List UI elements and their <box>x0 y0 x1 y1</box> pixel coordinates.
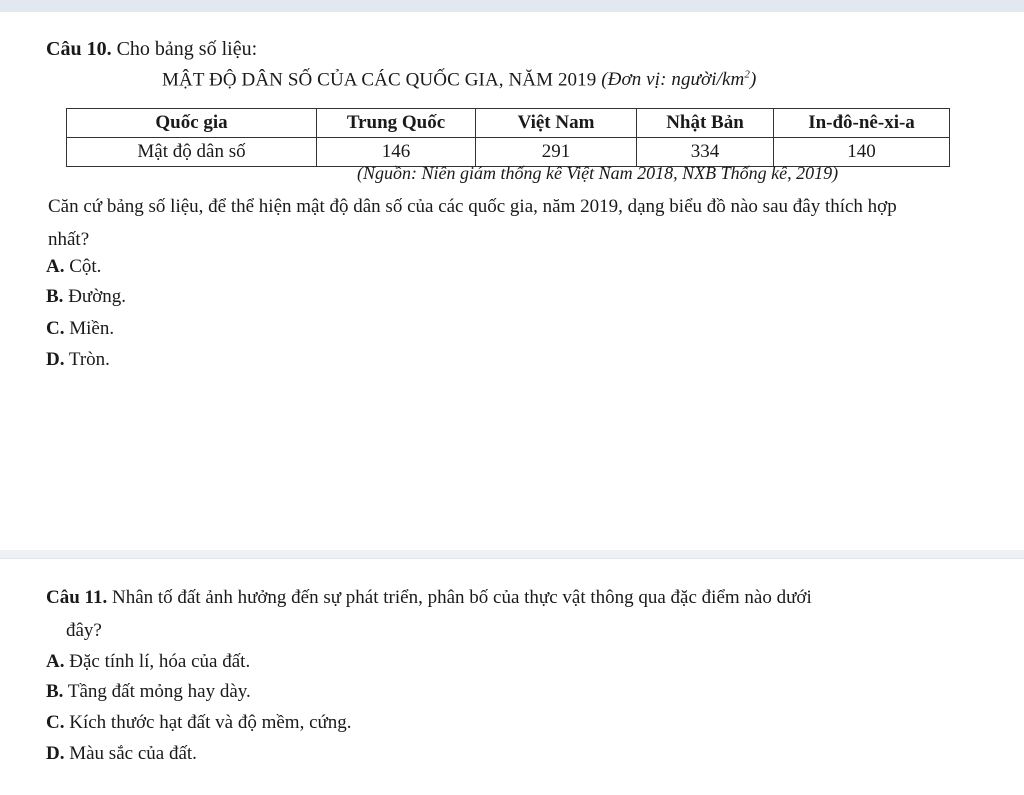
option-c[interactable] <box>46 318 114 340</box>
option-letter: A. <box>46 651 65 672</box>
question-10-intro: Cho bảng số liệu: <box>116 38 258 60</box>
option-text: Kích thước hạt đất và độ mềm, cứng. <box>69 712 352 733</box>
question-10-text: Căn cứ bảng số liệu, để thể hiện mật độ dân số của các quốc gia, năm 2019, dạng biểu đồ nào sau đây thích hợp nhất? <box>48 196 897 250</box>
blank-area <box>0 400 1024 550</box>
option-text: Tròn. <box>68 349 110 370</box>
top-strip <box>0 0 1024 12</box>
question-11-label: Câu 11. <box>46 587 108 608</box>
table-cell: 334 <box>637 138 774 167</box>
table-row-label: Mật độ dân số <box>67 138 317 167</box>
table-title-text: MẬT ĐỘ DÂN SỐ CỦA CÁC QUỐC GIA, NĂM 2019 <box>162 69 597 91</box>
table-header-cell: In-đô-nê-xi-a <box>774 109 950 138</box>
option-letter: A. <box>46 256 65 277</box>
table-header-cell: Việt Nam <box>476 109 637 138</box>
option-text: Miền. <box>69 318 115 339</box>
option-letter: C. <box>46 318 65 339</box>
question-11-text: Câu 11. Nhân tố đất ảnh hưởng đến sự phát triển, phân bố của thực vật thông qua đặc điểm nào dưới đây? <box>46 587 812 641</box>
option-text: Tầng đất mỏng hay dày. <box>67 681 251 702</box>
table-header-cell: Trung Quốc <box>317 109 476 138</box>
table-header-cell: Nhật Bản <box>637 109 774 138</box>
table-cell: 146 <box>317 138 476 167</box>
table-source: (Nguồn: Niên giám thống kê Việt Nam 2018, NXB Thống kê, 2019) <box>357 163 839 183</box>
option-text: Cột. <box>69 256 102 277</box>
option-c[interactable] <box>46 712 352 734</box>
option-a[interactable] <box>46 256 101 278</box>
table-cell: 140 <box>774 138 950 167</box>
population-density-table <box>66 108 950 167</box>
option-d[interactable] <box>46 743 197 765</box>
option-d[interactable] <box>46 349 110 371</box>
question-11-card <box>0 558 1024 795</box>
option-letter: B. <box>46 286 64 307</box>
option-text: Đường. <box>68 286 127 307</box>
table-header-cell: Quốc gia <box>67 109 317 138</box>
table-cell: 291 <box>476 138 637 167</box>
option-text: Màu sắc của đất. <box>69 743 197 764</box>
option-b[interactable] <box>46 681 251 703</box>
option-letter: C. <box>46 712 65 733</box>
option-letter: B. <box>46 681 64 702</box>
question-10-label: Câu 10. <box>46 38 112 60</box>
option-a[interactable] <box>46 651 250 673</box>
question-10-heading <box>46 38 257 61</box>
table-title <box>162 69 756 91</box>
option-text: Đặc tính lí, hóa của đất. <box>69 651 251 672</box>
table-unit: (Đơn vị: người/$km^2$) <box>601 69 757 91</box>
question-10-card <box>0 12 1024 400</box>
option-letter: D. <box>46 349 65 370</box>
option-letter: D. <box>46 743 65 764</box>
option-b[interactable] <box>46 286 126 308</box>
table-header-row <box>67 109 950 138</box>
